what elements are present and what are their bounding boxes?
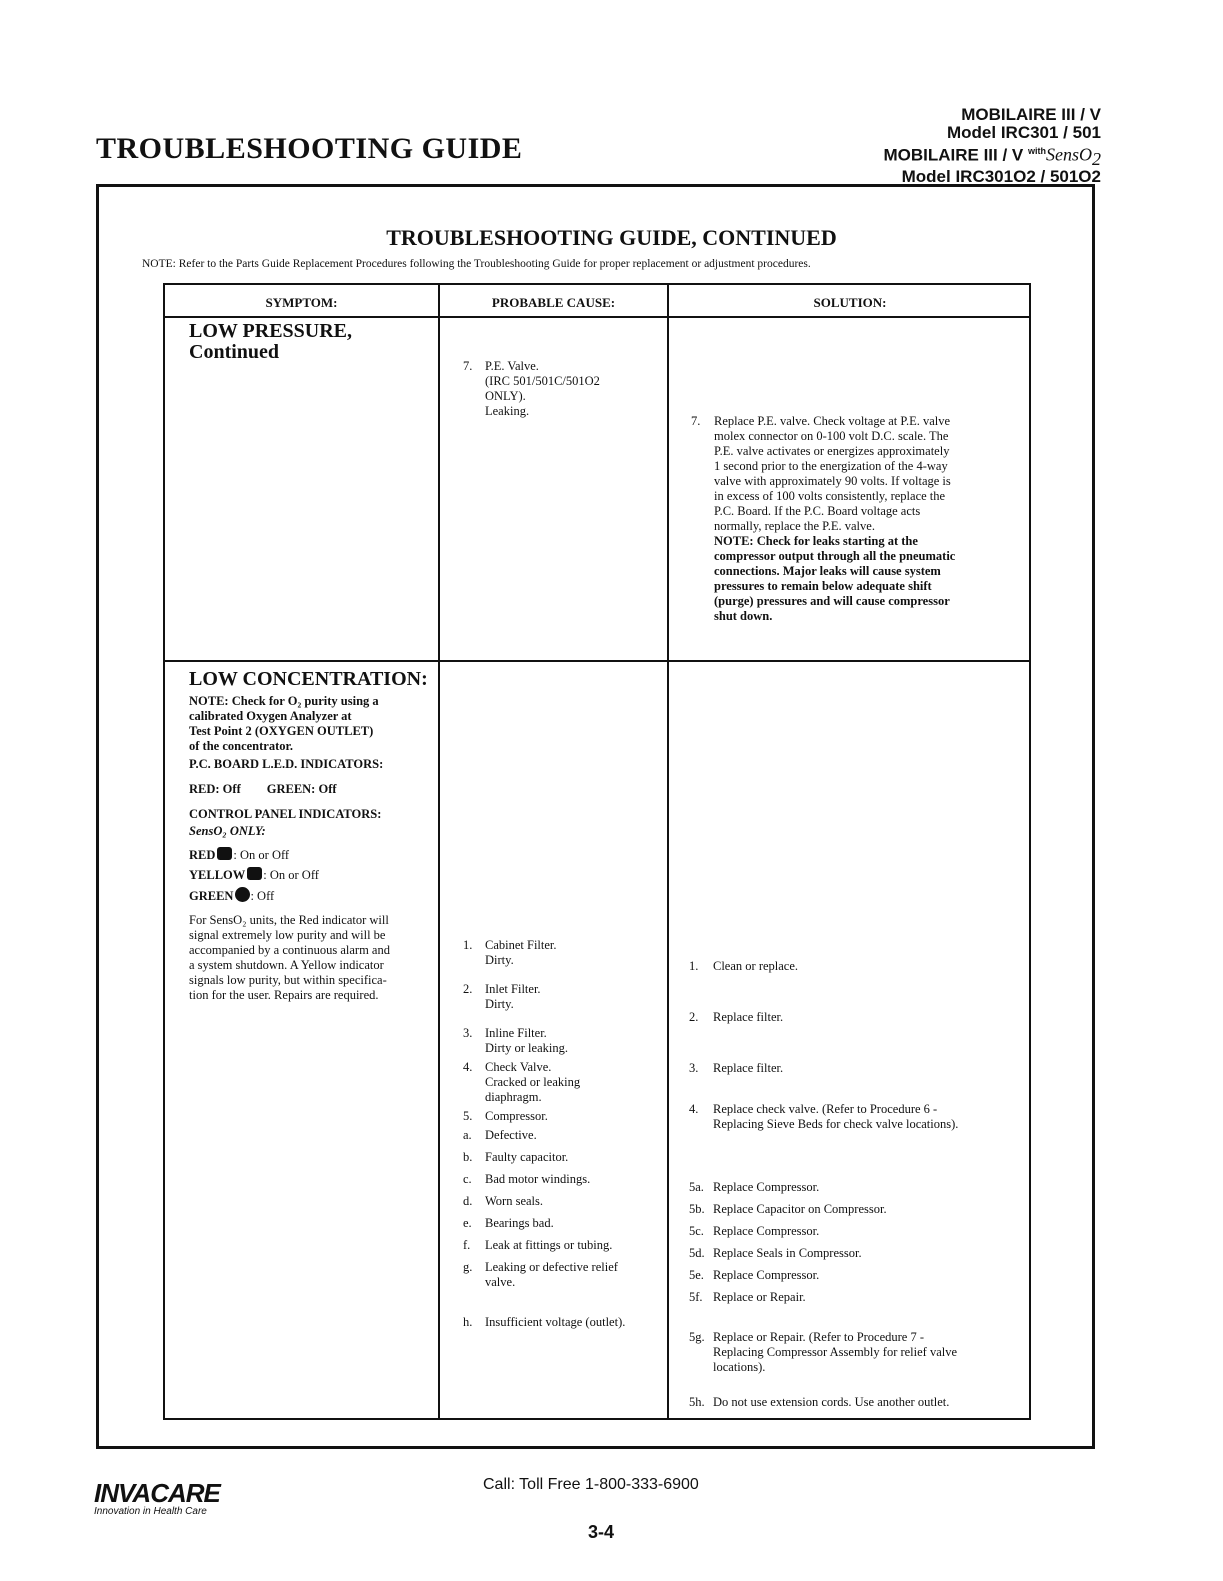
cause-number: d. [463,1194,473,1208]
solution-number: 3. [689,1061,699,1075]
cause-text-line: Bearings bad. [485,1216,554,1230]
solution-number: 5c. [689,1224,704,1238]
cause-text-line: Dirty. [485,997,514,1011]
paragraph-line: tion for the user. Repairs are required. [189,988,379,1002]
cause-item [463,1060,663,1105]
solution-text-line: valve with approximately 90 volts. If voltage is [714,474,951,488]
paragraph-line: accompanied by a continuous alarm and [189,943,390,957]
solution-text-line: in excess of 100 volts consistently, replace the [714,489,946,503]
row-divider [165,660,1029,662]
cause-item [463,1026,663,1056]
solution-text-line: Replace filter. [713,1010,784,1024]
header-solution: SOLUTION: [813,295,887,310]
invacare-logo: INVACARE Innovation in Health Care [94,1478,220,1517]
model-block [883,106,1101,186]
paragraph-line: signals low purity, but within specifica- [189,973,387,987]
cause-text-line: Dirty. [485,953,514,967]
page-number: 3-4 [588,1522,615,1542]
solution-number: 4. [689,1102,699,1116]
model-line-2: Model IRC301 / 501 [946,123,1101,142]
cause-number: c. [463,1172,472,1186]
solution-note-line: shut down. [714,609,773,623]
cause-text-line: Cracked or leaking [485,1075,581,1089]
cause-item [463,1150,663,1165]
symptom-low-pressure: LOW PRESSURE, Continued [189,320,353,363]
cause-item [463,938,663,968]
cause-number: g. [463,1260,473,1274]
cause-pe-valve: 7. P.E. Valve. (IRC 501/501C/501O2 ONLY). Leaking. [463,359,600,418]
cause-text-line: Check Valve. [485,1060,552,1074]
alarm-indicator-icon [217,847,232,860]
solution-item [689,1010,1029,1025]
cause-text-line: Inlet Filter. [485,982,541,996]
header-symptom: SYMPTOM: [265,295,338,310]
cause-text-line: Insufficient voltage (outlet). [485,1315,626,1329]
cause-text-line: diaphragm. [485,1090,542,1104]
cause-item [463,982,663,1012]
cause-text-line: Worn seals. [485,1194,544,1208]
solution-note-line: NOTE: Check for leaks starting at the [714,534,918,548]
column-divider [667,285,669,1418]
cause-item [463,1194,663,1209]
note-line: calibrated Oxygen Analyzer at [189,709,352,723]
header-cause: PROBABLE CAUSE: [491,295,616,310]
solution-text-line: Do not use extension cords. Use another outlet. [713,1395,950,1409]
cause-item [463,1109,663,1124]
solution-text-line: Replace or Repair. (Refer to Procedure 7 - [713,1330,925,1344]
cause-item [463,1260,663,1290]
solution-text-line: Replace Compressor. [713,1180,820,1194]
solution-pe-valve: 7. Replace P.E. valve. Check voltage at P.E. valve molex connector on 0-100 volt D.C. scale. The P.E. valve activates or energizes approximately 1 second prior to the energization of the 4-way valve with approximately 90 volts. If voltage is in excess of 100 volts consistently, replace the P.C. Board. If the P.C. Board voltage acts normally, replace the P.E. valve. NOTE: Check for leaks starting at the compressor output through all the pneumatic connections. Major leaks will cause system pressures to remain below adequate shift (purge) pressures and will cause compressor shut down. [691,414,1023,624]
solution-text-line: Replacing Sieve Beds for check valve locations). [713,1117,959,1131]
cause-item [463,1172,663,1187]
model-line-3: MOBILAIRE III / V $^{with}$SensO$_2$ [883,144,1101,170]
model-line-4: Model IRC301O2 / 501O2 [901,167,1101,187]
solution-number: 5d. [689,1246,705,1260]
solution-text-line: locations). [713,1360,766,1374]
solution-text-line: molex connector on 0-100 volt D.C. scale. The [714,429,949,443]
solution-note-line: pressures to remain below adequate shift [714,579,932,593]
cause-text-line: Inline Filter. [485,1026,547,1040]
solution-item [689,1330,1029,1375]
cause-text-line: Leaking. [485,404,530,418]
solution-text-line: Replace filter. [713,1061,784,1075]
cause-text-line: Compressor. [485,1109,548,1123]
solution-number: 5a. [689,1180,704,1194]
cause-number: 1. [463,938,473,952]
section-note: NOTE: Refer to the Parts Guide Replacement Procedures following the Troubleshooting Guide for proper replacement or adjustment procedures. [142,258,811,270]
sens-only-label: SensO₂ ONLY: [189,824,266,838]
cause-text-line: Dirty or leaking. [485,1041,568,1055]
cause-text-line: valve. [485,1275,516,1289]
cause-number: 2. [463,982,473,996]
solution-item [689,1061,1029,1076]
cause-text-line: ONLY). [485,389,526,403]
cause-list [463,938,663,1330]
solution-item [689,1224,1029,1239]
control-panel-heading: CONTROL PANEL INDICATORS: [189,807,382,821]
solution-list [689,959,1029,1410]
paragraph-line: a system shutdown. A Yellow indicator [189,958,384,972]
cause-number: e. [463,1216,472,1230]
solution-number: 5h. [689,1395,705,1409]
solution-note-line: (purge) pressures and will cause compressor [714,594,950,608]
cause-text-line: Leaking or defective relief [485,1260,618,1274]
solution-text-line: Replace check valve. (Refer to Procedure 6 - [713,1102,938,1116]
cause-number: h. [463,1315,473,1329]
note-line: of the concentrator. [189,739,294,753]
solution-number: 1. [689,959,699,973]
solution-number: 5g. [689,1330,705,1344]
paragraph-line: signal extremely low purity and will be [189,928,386,942]
cause-number: b. [463,1150,473,1164]
cause-item [463,1216,663,1231]
symptom-low-concentration [189,669,439,1003]
section-title: TROUBLESHOOTING GUIDE, CONTINUED [386,225,837,250]
solution-note-line: compressor output through all the pneumatic [714,549,956,563]
o2-purity-note [189,694,439,754]
cause-number: f. [463,1238,471,1252]
solution-text-line: Replace Capacitor on Compressor. [713,1202,887,1216]
solution-number: 5e. [689,1268,704,1282]
pc-board-heading: P.C. BOARD L.E.D. INDICATORS: [189,757,384,771]
cause-text-line: Cabinet Filter. [485,938,557,952]
model-line-1: MOBILAIRE III / V [961,105,1101,124]
solution-number: 5f. [689,1290,703,1304]
solution-item [689,1202,1029,1217]
header-divider [165,316,1029,318]
cause-item [463,1128,663,1143]
toll-free-number: Call: Toll Free 1-800-333-6900 [483,1476,699,1493]
cause-number: a. [463,1128,472,1142]
pc-board-values: RED: Off GREEN: Off [189,782,337,796]
status-circle-icon [235,887,250,902]
cause-text-line: Leak at fittings or tubing. [485,1238,613,1252]
solution-item [689,1395,1029,1410]
solution-text-line: Replace Compressor. [713,1224,820,1238]
alarm-indicator-icon [247,867,262,880]
solution-item [689,1268,1029,1283]
note-line: NOTE: Check for O₂ purity using a [189,694,379,708]
cause-number: 4. [463,1060,473,1074]
solution-item [689,1246,1029,1261]
cause-text-line: (IRC 501/501C/501O2 [485,374,600,388]
solution-text-line: P.C. Board. If the P.C. Board voltage acts [714,504,921,518]
cause-text-line: Faulty capacitor. [485,1150,569,1164]
solution-text-line: 1 second prior to the energization of the 4-way [714,459,948,473]
solution-text-line: Replace Compressor. [713,1268,820,1282]
solution-text-line: Clean or replace. [713,959,799,973]
solution-number: 2. [689,1010,699,1024]
sens-paragraph [189,913,439,1003]
paragraph-line: For SensO₂ units, the Red indicator will [189,913,389,927]
solution-item [689,959,1029,974]
symptom-title: LOW CONCENTRATION: [189,668,428,690]
troubleshooting-table [163,283,1031,1420]
cause-number: 3. [463,1026,473,1040]
cause-item [463,1238,663,1253]
cause-item [463,1315,663,1330]
solution-text-line: normally, replace the P.E. valve. [714,519,875,533]
solution-item [689,1180,1029,1195]
solution-text-line: Replace or Repair. [713,1290,806,1304]
solution-text-line: Replace P.E. valve. Check voltage at P.E. valve [714,414,951,428]
solution-note-line: connections. Major leaks will cause system [714,564,941,578]
note-line: Test Point 2 (OXYGEN OUTLET) [189,724,374,738]
cause-text-line: P.E. Valve. [485,359,539,373]
cause-text-line: Bad motor windings. [485,1172,591,1186]
solution-number: 5b. [689,1202,705,1216]
solution-text-line: Replace Seals in Compressor. [713,1246,862,1260]
solution-text-line: Replacing Compressor Assembly for relief valve [713,1345,958,1359]
solution-item [689,1102,1029,1132]
indicator-red: RED : On or Off [189,848,290,862]
cause-number: 5. [463,1109,473,1123]
cause-text-line: Defective. [485,1128,537,1142]
solution-item [689,1290,1029,1305]
indicator-yellow: YELLOW : On or Off [189,868,319,882]
solution-text-line: P.E. valve activates or energizes approximately [714,444,950,458]
indicator-green: GREEN : Off [189,889,275,903]
page-title: TROUBLESHOOTING GUIDE [96,132,523,165]
